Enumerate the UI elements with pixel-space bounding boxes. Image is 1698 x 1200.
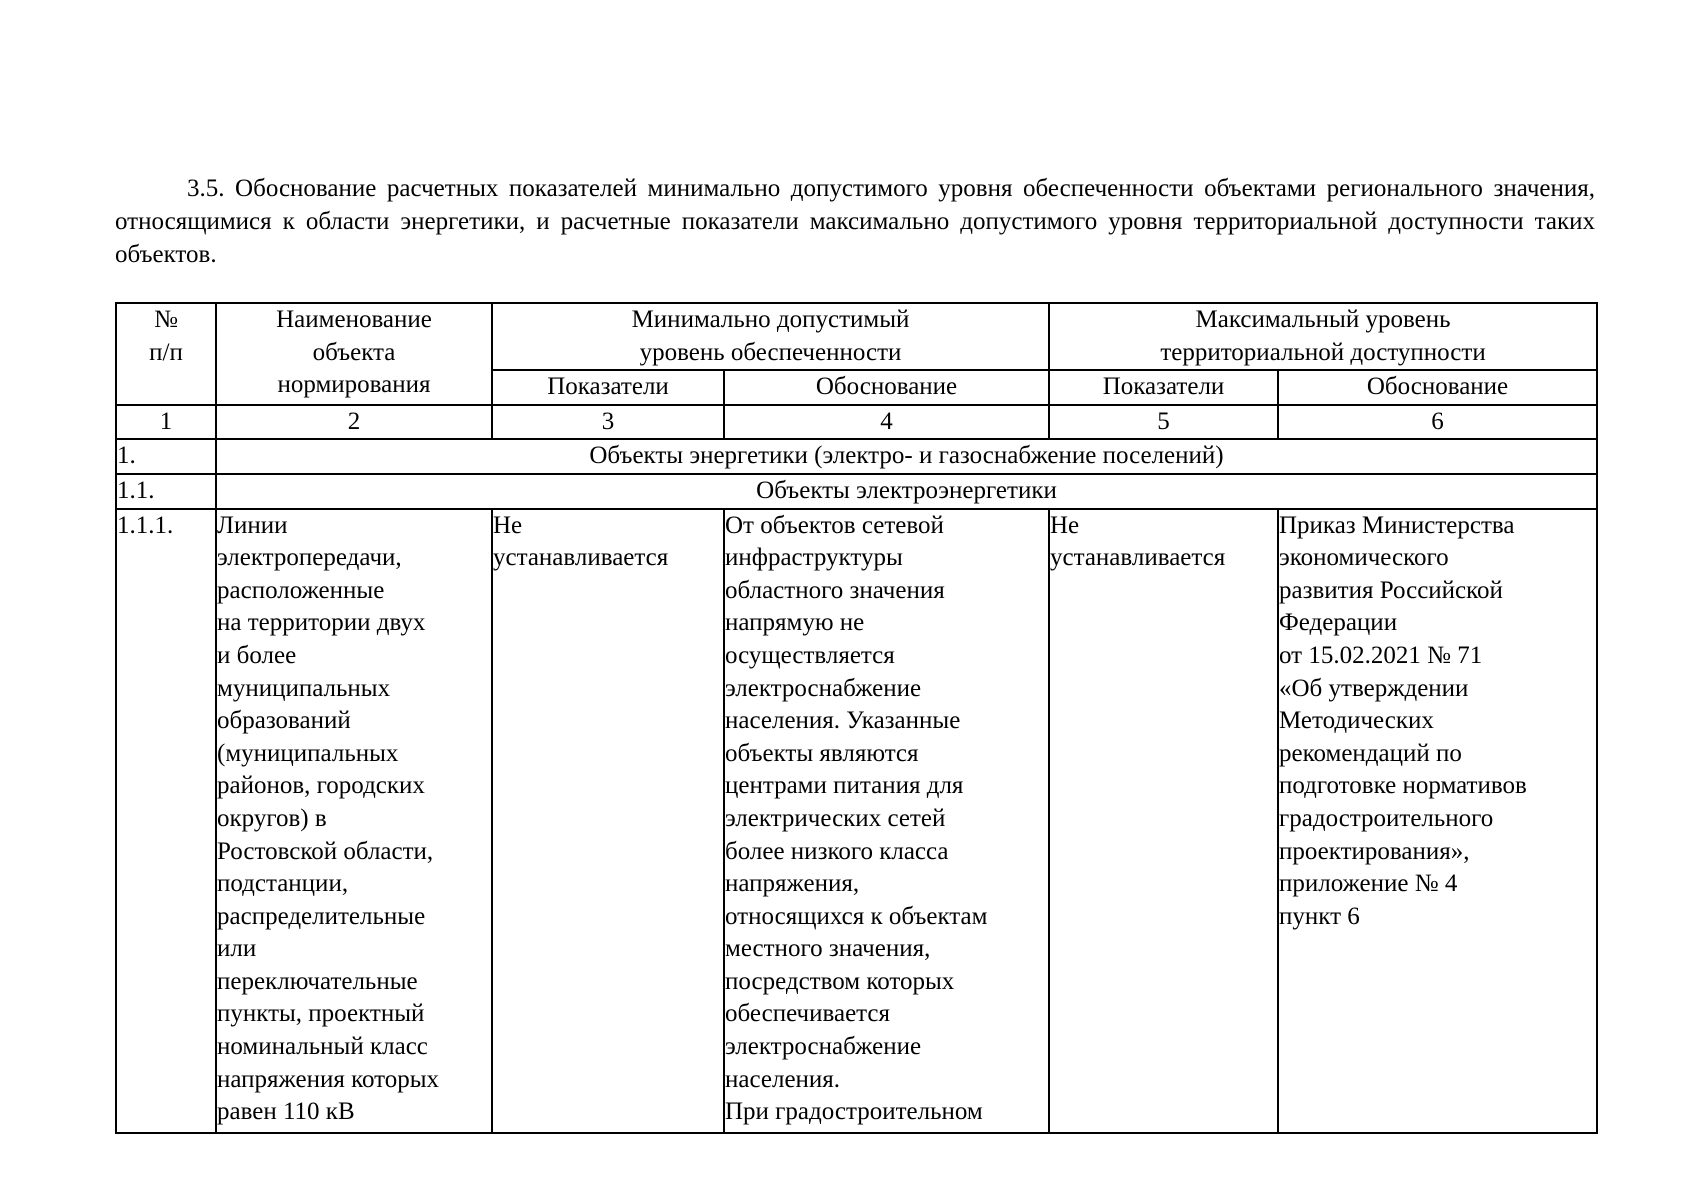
section-title: Объекты энергетики (электро- и газоснабжение поселений) [216,439,1597,474]
section-num: 1. [116,439,216,474]
column-number: 6 [1278,405,1597,440]
section-title: Объекты электроэнергетики [216,474,1597,509]
header-indicators-max: Показатели [1049,370,1278,405]
norms-table [115,302,1598,1134]
indicator-max-cell: Не устанавливается [1049,509,1278,1133]
column-number: 5 [1049,405,1278,440]
basis-max-cell: Приказ Министерства экономического развития Российской Федерации от 15.02.2021 № 71 «Об утверждении Методических рекомендаций по подготовке нормативов градостроительного проектирования», приложение № 4 пункт 6 [1278,509,1597,1133]
intro-paragraph: 3.5. Обоснование расчетных показателей минимально допустимого уровня обеспеченности объектами регионального значения, относящимися к области энергетики, и расчетные показатели максимально допустимого уровня территориальной доступности таких объектов. [115,175,1595,268]
column-number: 1 [116,405,216,440]
table-row [116,509,1597,1133]
header-max-group: Максимальный уровень территориальной доступности [1049,303,1597,370]
column-number: 4 [724,405,1049,440]
section-row-1 [116,439,1597,474]
section-num: 1.1. [116,474,216,509]
header-indicators-min: Показатели [492,370,724,405]
column-number: 3 [492,405,724,440]
header-basis-min: Обоснование [724,370,1049,405]
table-header-row-1 [116,303,1597,370]
header-min-group: Минимально допустимый уровень обеспеченности [492,303,1049,370]
object-name-cell: Линии электропередачи, расположенные на территории двух и более муниципальных образований (муниципальных районов, городских округов) в Ростовской области, подстанции, распределительные или переключательные пункты, проектный номинальный класс напряжения которых равен 110 кВ [216,509,492,1133]
basis-min-cell: От объектов сетевой инфраструктуры областного значения напрямую не осуществляется электроснабжение населения. Указанные объекты являются центрами питания для электрических сетей более низкого класса напряжения, относящихся к объектам местного значения, посредством которых обеспечивается электроснабжение населения. При градостроительном [724,509,1049,1133]
section-row-1-1 [116,474,1597,509]
header-name: Наименование объекта нормирования [216,303,492,405]
column-number: 2 [216,405,492,440]
header-num: № п/п [116,303,216,405]
row-num: 1.1.1. [116,509,216,1133]
header-basis-max: Обоснование [1278,370,1597,405]
column-number-row [116,405,1597,440]
indicator-min-cell: Не устанавливается [492,509,724,1133]
